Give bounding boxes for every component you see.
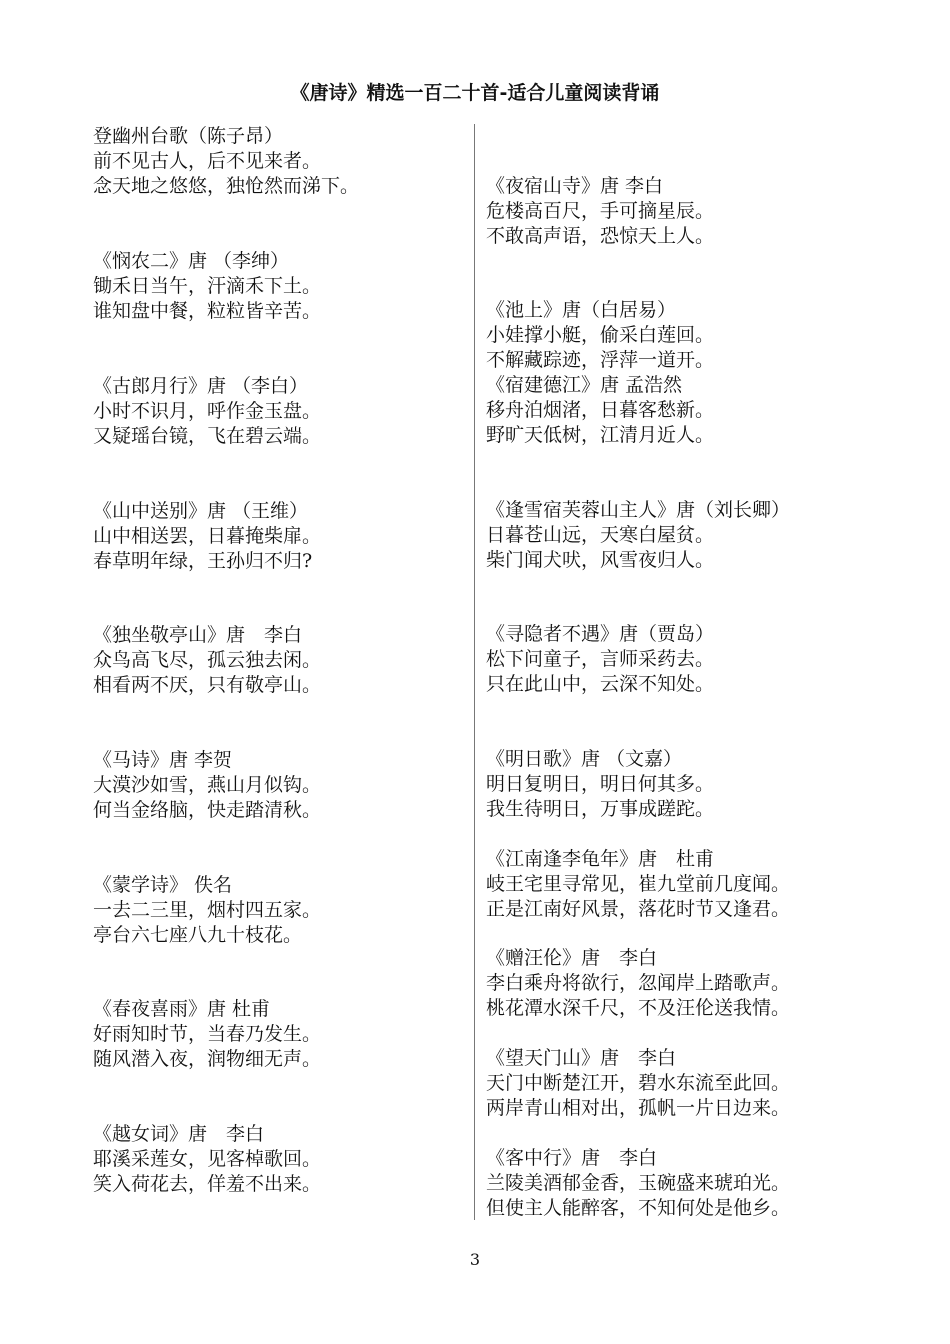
- poem-block: [93, 873, 473, 948]
- poem-line: 移舟泊烟渚，日暮客愁新。: [486, 399, 715, 421]
- poem-line: 不敢高声语，恐惊天上人。: [486, 225, 715, 247]
- poem-block: [93, 249, 473, 324]
- poem-line: 笑入荷花去，佯羞不出来。: [93, 1173, 322, 1195]
- poem-title: 《古郎月行》唐 （李白）: [93, 375, 309, 397]
- poem-block: [486, 847, 866, 922]
- poem-title: 《山中送别》唐 （王维）: [93, 500, 309, 522]
- poem-line: 众鸟高飞尽，孤云独去闲。: [93, 649, 322, 671]
- poem-line: 好雨知时节，当春乃发生。: [93, 1023, 322, 1045]
- poem-line: 天门中断楚江开，碧水东流至此回。: [486, 1072, 791, 1094]
- poem-line: 野旷天低树，江清月近人。: [486, 424, 715, 446]
- poem-block: [93, 124, 473, 199]
- poem-line: 日暮苍山远，天寒白屋贫。: [486, 524, 715, 546]
- poem-line: 耶溪采莲女，见客棹歌回。: [93, 1148, 322, 1170]
- poem-title: 《江南逢李龟年》唐 杜甫: [486, 848, 715, 870]
- poem-line: 桃花潭水深千尺，不及汪伦送我情。: [486, 997, 791, 1019]
- poem-title: 《蒙学诗》 佚名: [93, 874, 233, 896]
- poem-title: 《悯农二》唐 （李绅）: [93, 250, 290, 272]
- poem-block: [486, 373, 866, 448]
- poem-line: 两岸青山相对出，孤帆一片日边来。: [486, 1097, 791, 1119]
- poem-block: [486, 946, 866, 1021]
- poem-line: 又疑瑶台镜，飞在碧云端。: [93, 425, 322, 447]
- poem-title: 《独坐敬亭山》唐 李白: [93, 624, 303, 646]
- poem-line: 只在此山中，云深不知处。: [486, 673, 715, 695]
- poem-block: [93, 374, 473, 449]
- poem-block: [486, 298, 866, 373]
- poem-block: [486, 1146, 866, 1221]
- poem-title: 登幽州台歌（陈子昂）: [93, 125, 284, 147]
- poem-title: 《池上》唐（白居易）: [486, 299, 677, 321]
- poem-line: 春草明年绿，王孙归不归?: [93, 550, 313, 572]
- poem-line: 正是江南好风景，落花时节又逢君。: [486, 898, 791, 920]
- poem-block: [486, 747, 866, 822]
- poem-block: [93, 748, 473, 823]
- column-divider: [474, 124, 475, 1220]
- poem-title: 《客中行》唐 李白: [486, 1147, 658, 1169]
- poem-line: 柴门闻犬吠，风雪夜归人。: [486, 549, 715, 571]
- poem-block: [93, 499, 473, 574]
- page-number: 3: [469, 1250, 481, 1269]
- poem-line: 小时不识月，呼作金玉盘。: [93, 400, 322, 422]
- poem-line: 念天地之悠悠，独怆然而涕下。: [93, 175, 360, 197]
- poem-line: 谁知盘中餐，粒粒皆辛苦。: [93, 300, 322, 322]
- poem-line: 明日复明日，明日何其多。: [486, 773, 715, 795]
- poem-block: [93, 997, 473, 1072]
- poem-line: 危楼高百尺，手可摘星辰。: [486, 200, 715, 222]
- poem-title: 《逢雪宿芙蓉山主人》唐（刘长卿）: [486, 499, 791, 521]
- poem-title: 《望天门山》唐 李白: [486, 1047, 677, 1069]
- poem-title: 《宿建德江》唐 孟浩然: [486, 374, 683, 396]
- poem-line: 我生待明日，万事成蹉跎。: [486, 798, 715, 820]
- poem-title: 《马诗》唐 李贺: [93, 749, 233, 771]
- poem-line: 相看两不厌，只有敬亭山。: [93, 674, 322, 696]
- poem-line: 一去二三里，烟村四五家。: [93, 899, 322, 921]
- poem-line: 何当金络脑，快走踏清秋。: [93, 799, 322, 821]
- poem-title: 《赠汪伦》唐 李白: [486, 947, 658, 969]
- poem-line: 岐王宅里寻常见，崔九堂前几度闻。: [486, 873, 791, 895]
- poem-line: 不解藏踪迹，浮萍一道开。: [486, 349, 715, 371]
- poem-line: 松下问童子，言师采药去。: [486, 648, 715, 670]
- poem-block: [486, 174, 866, 249]
- poem-line: 兰陵美酒郁金香，玉碗盛来琥珀光。: [486, 1172, 791, 1194]
- poem-title: 《夜宿山寺》唐 李白: [486, 175, 664, 197]
- poem-title: 《越女词》唐 李白: [93, 1123, 265, 1145]
- poem-block: [93, 623, 473, 698]
- poem-line: 小娃撑小艇，偷采白莲回。: [486, 324, 715, 346]
- poem-block: [486, 622, 866, 697]
- poem-line: 李白乘舟将欲行，忽闻岸上踏歌声。: [486, 972, 791, 994]
- poem-block: [93, 1122, 473, 1197]
- poem-title: 《春夜喜雨》唐 杜甫: [93, 998, 271, 1020]
- poem-title: 《明日歌》唐 （文嘉）: [486, 748, 683, 770]
- poem-line: 亭台六七座八九十枝花。: [93, 924, 303, 946]
- poem-block: [486, 498, 866, 573]
- poem-block: [486, 1046, 866, 1121]
- poem-line: 前不见古人，后不见来者。: [93, 150, 322, 172]
- poem-line: 山中相送罢，日暮掩柴扉。: [93, 525, 322, 547]
- poem-line: 锄禾日当午，汗滴禾下土。: [93, 275, 322, 297]
- poem-title: 《寻隐者不遇》唐（贾岛）: [486, 623, 715, 645]
- poem-line: 但使主人能醉客，不知何处是他乡。: [486, 1197, 791, 1219]
- page-title: 《唐诗》精选一百二十首-适合儿童阅读背诵: [290, 82, 660, 104]
- poem-line: 大漠沙如雪，燕山月似钩。: [93, 774, 322, 796]
- poem-line: 随风潜入夜，润物细无声。: [93, 1048, 322, 1070]
